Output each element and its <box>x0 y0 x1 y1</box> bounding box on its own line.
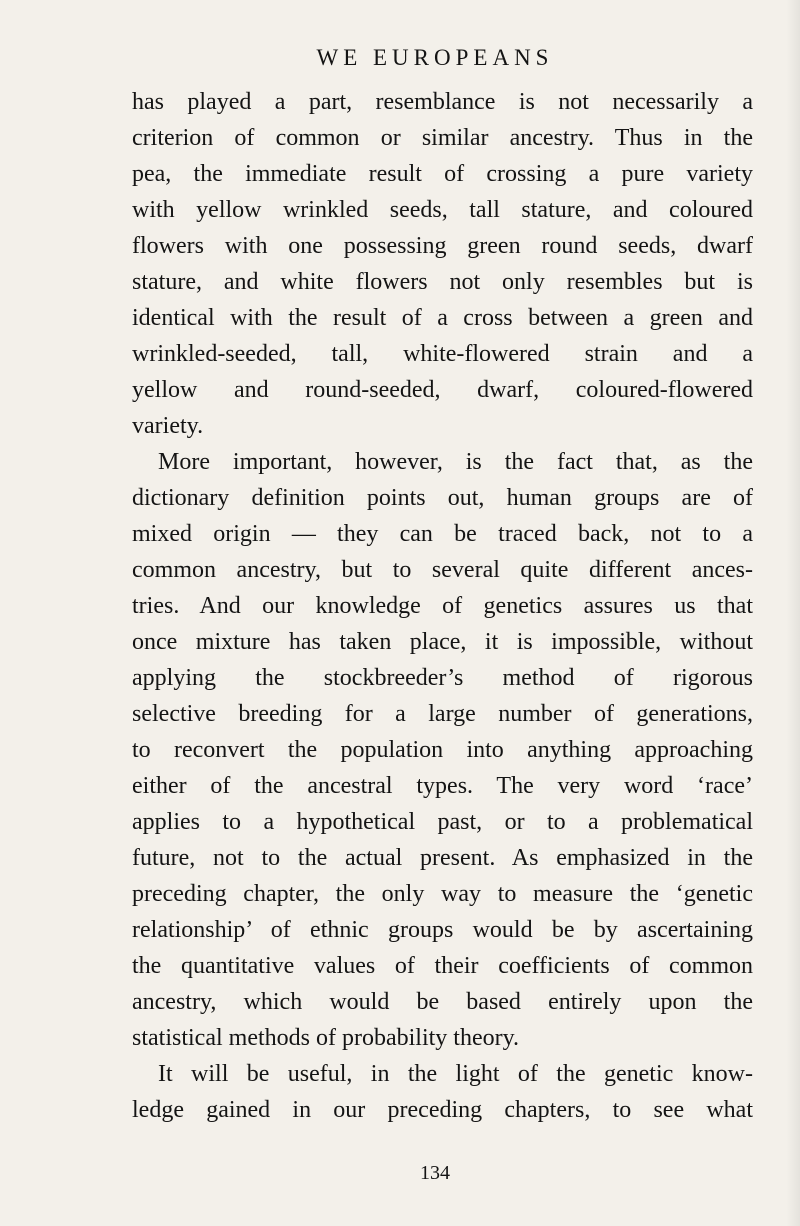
text-line: the quantitative values of their coefficients of common <box>132 953 753 979</box>
text-line: stature, and white flowers not only resembles but is <box>132 269 753 295</box>
text-line: dictionary definition points out, human groups are of <box>132 485 753 511</box>
text-line: selective breeding for a large number of generations, <box>132 701 753 727</box>
text-line: future, not to the actual present. As emphasized in the <box>132 845 753 871</box>
text-line: applying the stockbreeder’s method of rigorous <box>132 665 753 691</box>
text-line: pea, the immediate result of crossing a pure variety <box>132 161 753 187</box>
paragraph-start-line: More important, however, is the fact that, as the <box>158 449 753 475</box>
page-number: 134 <box>420 1162 450 1184</box>
text-line: ancestry, which would be based entirely upon the <box>132 989 753 1015</box>
text-line: relationship’ of ethnic groups would be by ascertaining <box>132 917 753 943</box>
text-line: has played a part, resemblance is not necessarily a <box>132 89 753 115</box>
text-line: yellow and round-seeded, dwarf, coloured-flowered <box>132 377 753 403</box>
text-line: applies to a hypothetical past, or to a problematical <box>132 809 753 835</box>
text-line: flowers with one possessing green round seeds, dwarf <box>132 233 753 259</box>
paragraph-end-line: variety. <box>132 413 204 439</box>
paragraph-start-line: It will be useful, in the light of the genetic know- <box>158 1061 753 1087</box>
text-line: once mixture has taken place, it is impossible, without <box>132 629 753 655</box>
text-line: to reconvert the population into anything approaching <box>132 737 753 763</box>
text-line: tries. And our knowledge of genetics assures us that <box>132 593 753 619</box>
paragraph-end-line: statistical methods of probability theory. <box>132 1025 520 1051</box>
page-edge-shadow <box>786 0 800 1226</box>
text-line: with yellow wrinkled seeds, tall stature, and coloured <box>132 197 753 223</box>
text-line: criterion of common or similar ancestry. Thus in the <box>132 125 753 151</box>
text-line: wrinkled-seeded, tall, white-flowered strain and a <box>132 341 753 367</box>
text-line: either of the ancestral types. The very word ‘race’ <box>132 773 753 799</box>
text-line: preceding chapter, the only way to measure the ‘genetic <box>132 881 753 907</box>
text-line: common ancestry, but to several quite different ances- <box>132 557 753 583</box>
text-line: identical with the result of a cross between a green and <box>132 305 753 331</box>
running-head: WE EUROPEANS <box>316 45 554 70</box>
body-text <box>132 84 753 1128</box>
text-line: ledge gained in our preceding chapters, to see what <box>132 1097 753 1123</box>
text-line: mixed origin — they can be traced back, not to a <box>132 521 753 547</box>
